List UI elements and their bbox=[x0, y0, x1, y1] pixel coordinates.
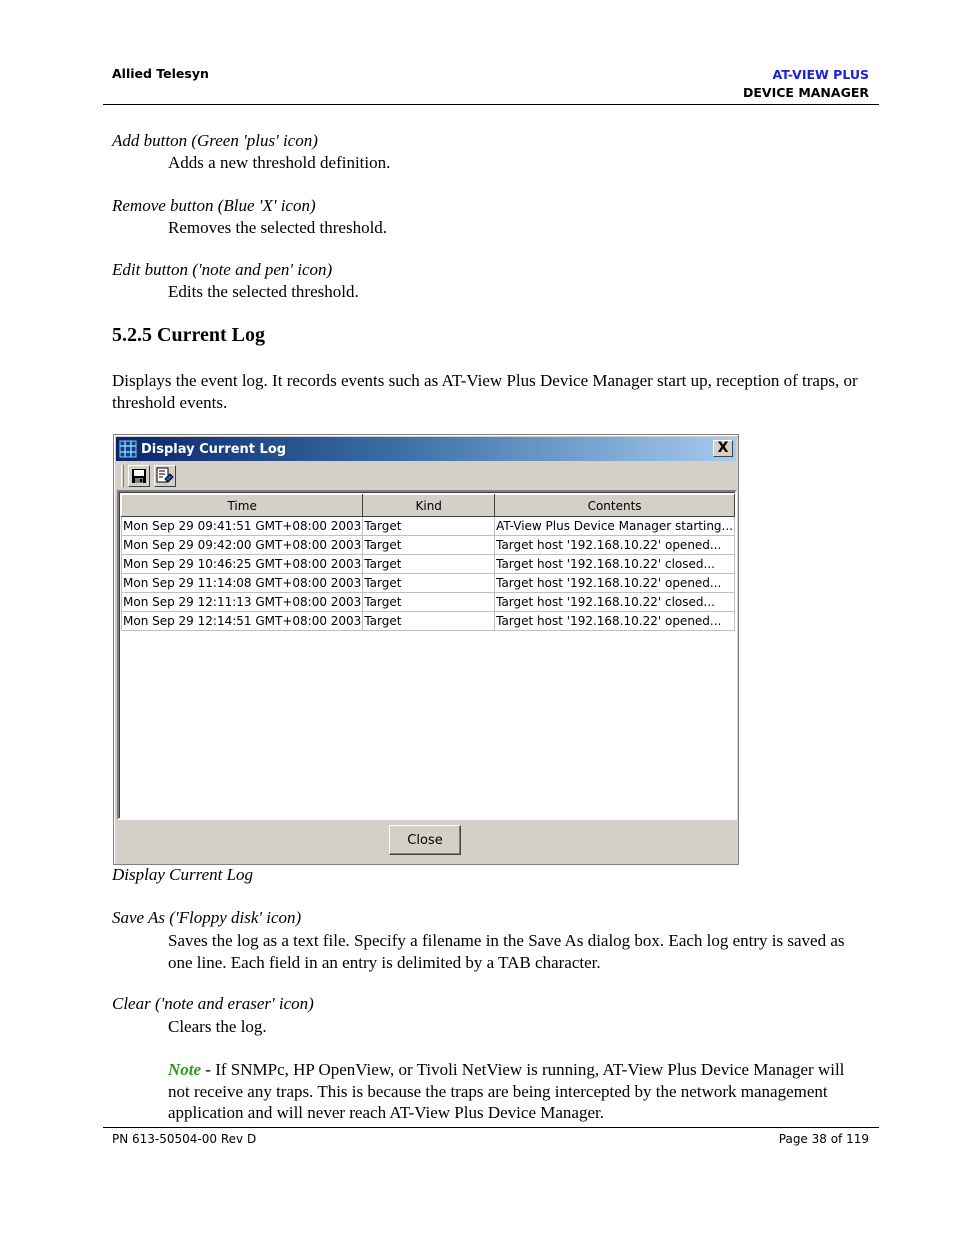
cell-contents: Target host '192.168.10.22' opened... bbox=[495, 536, 735, 555]
section-heading: 5.2.5 Current Log bbox=[112, 324, 265, 346]
note-and-eraser-icon bbox=[156, 467, 174, 485]
part-number: PN 613-50504-00 Rev D bbox=[112, 1132, 257, 1146]
app-grid-icon bbox=[119, 440, 137, 458]
dialog-toolbar bbox=[116, 463, 736, 489]
cell-time: Mon Sep 29 12:14:51 GMT+08:00 2003 bbox=[122, 612, 363, 631]
product-name: AT-VIEW PLUS bbox=[772, 67, 869, 82]
column-header-kind[interactable]: Kind bbox=[363, 495, 495, 517]
table-row[interactable] bbox=[122, 574, 735, 593]
column-header-contents[interactable]: Contents bbox=[495, 495, 735, 517]
log-table bbox=[121, 494, 735, 631]
page-number: Page 38 of 119 bbox=[778, 1132, 869, 1146]
table-row[interactable] bbox=[122, 593, 735, 612]
cell-time: Mon Sep 29 10:46:25 GMT+08:00 2003 bbox=[122, 555, 363, 574]
cell-kind: Target bbox=[363, 536, 495, 555]
cell-kind: Target bbox=[363, 517, 495, 536]
clear-desc: Clears the log. bbox=[168, 1017, 267, 1036]
remove-button-title: Remove button (Blue 'X' icon) bbox=[112, 196, 316, 215]
cell-time: Mon Sep 29 11:14:08 GMT+08:00 2003 bbox=[122, 574, 363, 593]
table-row[interactable] bbox=[122, 536, 735, 555]
cell-time: Mon Sep 29 12:11:13 GMT+08:00 2003 bbox=[122, 593, 363, 612]
cell-kind: Target bbox=[363, 612, 495, 631]
clear-title: Clear ('note and eraser' icon) bbox=[112, 994, 314, 1013]
note-text: - If SNMPc, HP OpenView, or Tivoli NetView is running, AT-View Plus Device Manager will not receive any traps. This is because the traps are being intercepted by the network management application and will never reach AT-View Plus Device Manager. bbox=[168, 1060, 845, 1122]
floppy-disk-icon bbox=[131, 468, 147, 484]
header-right bbox=[743, 66, 869, 102]
figure-caption: Display Current Log bbox=[112, 865, 254, 884]
table-row[interactable] bbox=[122, 612, 735, 631]
footer-rule bbox=[103, 1127, 879, 1128]
edit-button-title: Edit button ('note and pen' icon) bbox=[112, 260, 333, 279]
save-as-desc: Saves the log as a text file. Specify a filename in the Save As dialog box. Each log entry is saved as one line. Each field in an entry is delimited by a TAB character. bbox=[168, 931, 845, 972]
header-rule bbox=[103, 104, 879, 105]
dialog-titlebar bbox=[116, 437, 736, 461]
table-header-row bbox=[122, 495, 735, 517]
note-label: Note bbox=[168, 1060, 202, 1079]
cell-kind: Target bbox=[363, 555, 495, 574]
cell-time: Mon Sep 29 09:42:00 GMT+08:00 2003 bbox=[122, 536, 363, 555]
log-table-container[interactable] bbox=[117, 490, 737, 820]
clear-log-button[interactable] bbox=[154, 465, 176, 487]
cell-time: Mon Sep 29 09:41:51 GMT+08:00 2003 bbox=[122, 517, 363, 536]
section-intro: Displays the event log. It records events such as AT-View Plus Device Manager start up, reception of traps, or threshold events. bbox=[112, 371, 858, 412]
close-button[interactable]: Close bbox=[389, 825, 461, 855]
remove-button-desc: Removes the selected threshold. bbox=[168, 218, 388, 237]
save-as-button[interactable] bbox=[128, 465, 150, 487]
add-button-title: Add button (Green 'plus' icon) bbox=[112, 131, 318, 150]
cell-contents: Target host '192.168.10.22' opened... bbox=[495, 574, 735, 593]
column-header-time[interactable]: Time bbox=[122, 495, 363, 517]
add-button-desc: Adds a new threshold definition. bbox=[168, 153, 391, 172]
company-name: Allied Telesyn bbox=[112, 66, 209, 81]
module-name: DEVICE MANAGER bbox=[743, 85, 869, 100]
table-row[interactable] bbox=[122, 517, 735, 536]
toolbar-grip bbox=[121, 465, 124, 487]
cell-kind: Target bbox=[363, 574, 495, 593]
cell-contents: Target host '192.168.10.22' closed... bbox=[495, 555, 735, 574]
save-as-title: Save As ('Floppy disk' icon) bbox=[112, 908, 302, 927]
close-icon[interactable]: X bbox=[713, 440, 733, 457]
display-current-log-dialog bbox=[113, 434, 739, 865]
table-row[interactable] bbox=[122, 555, 735, 574]
cell-kind: Target bbox=[363, 593, 495, 612]
cell-contents: Target host '192.168.10.22' closed... bbox=[495, 593, 735, 612]
edit-button-desc: Edits the selected threshold. bbox=[168, 282, 359, 301]
note-paragraph bbox=[168, 1059, 868, 1124]
cell-contents: Target host '192.168.10.22' opened... bbox=[495, 612, 735, 631]
cell-contents: AT-View Plus Device Manager starting... bbox=[495, 517, 735, 536]
dialog-title: Display Current Log bbox=[141, 441, 287, 457]
